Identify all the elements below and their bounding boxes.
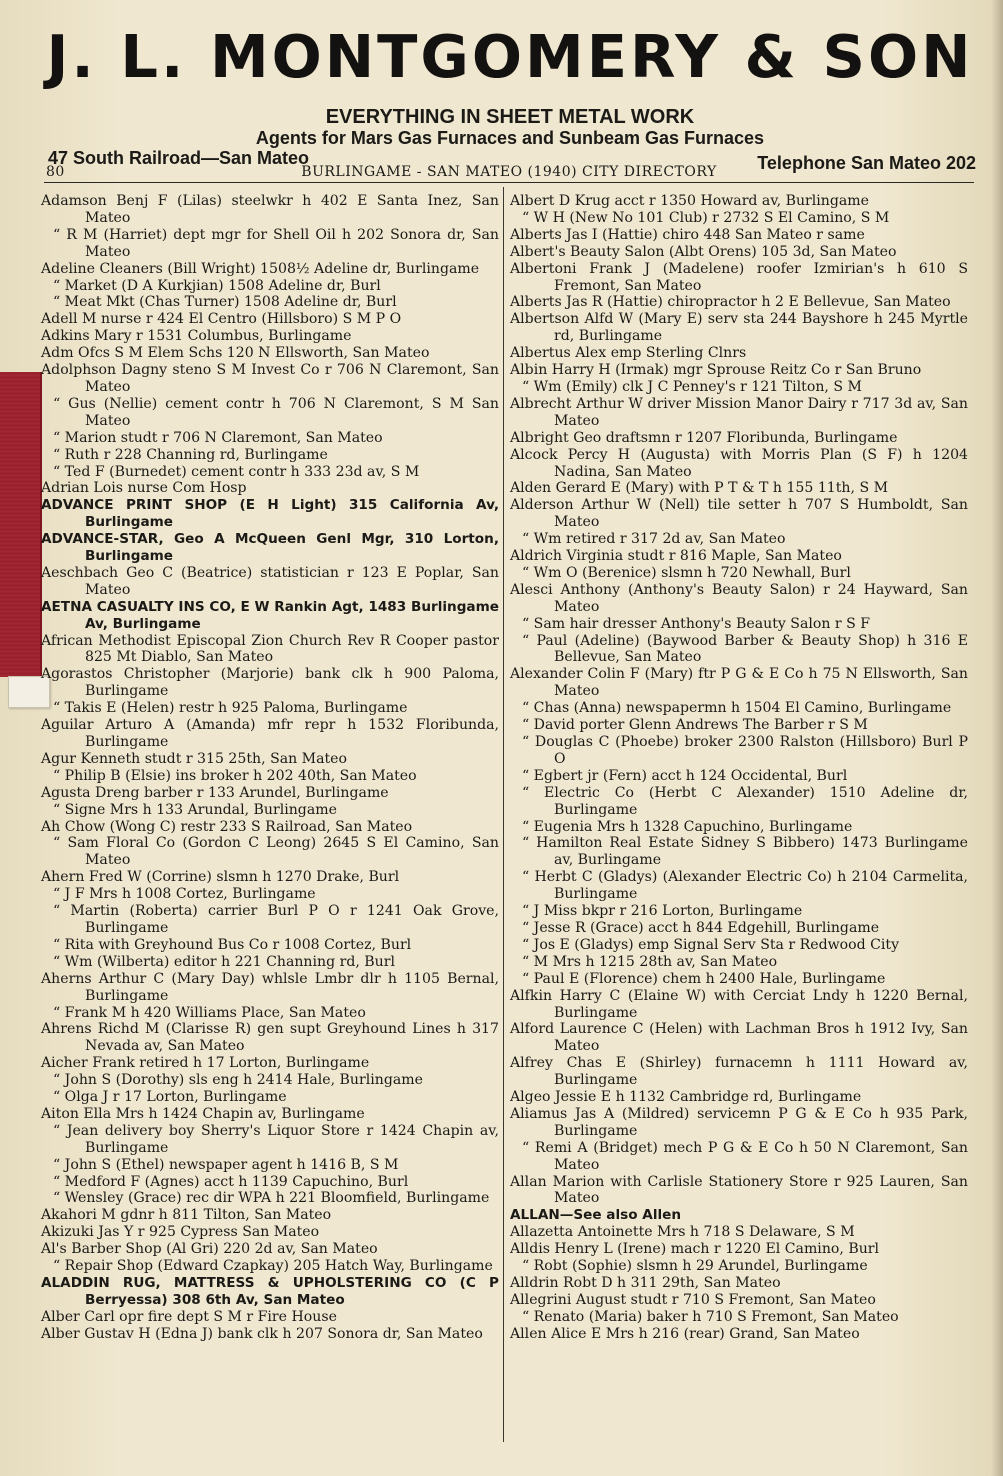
directory-entry: “ Wm retired r 317 2d av, San Mateo xyxy=(522,531,786,548)
directory-entry: Alber Carl opr fire dept S M r Fire House xyxy=(41,1308,337,1325)
column-divider xyxy=(503,187,504,1442)
directory-entry: “ Frank M h 420 Williams Place, San Mateo xyxy=(53,1004,366,1021)
directory-entry: “ Wm (Wilberta) editor h 221 Channing rd, Burl xyxy=(53,953,395,970)
directory-entry: “ Philip B (Elsie) ins broker h 202 40th, San Mateo xyxy=(53,767,417,784)
directory-entry: “ Sam Floral Co (Gordon C Leong) 2645 S El Camino, San Mateo xyxy=(53,835,499,869)
directory-entry: Alden Gerard E (Mary) with P T & T h 155 11th, S M xyxy=(510,480,889,497)
directory-entry: Aeschbach Geo C (Beatrice) statistician r 123 E Poplar, San Mateo xyxy=(41,564,499,598)
directory-entry: Albright Geo draftsmn r 1207 Floribunda, Burlingame xyxy=(510,429,898,446)
page-edge-shadow xyxy=(991,0,1003,1476)
directory-entry: “ Meat Mkt (Chas Turner) 1508 Adeline dr, Burl xyxy=(53,294,397,311)
directory-entry: “ J Miss bkpr r 216 Lorton, Burlingame xyxy=(522,903,803,920)
directory-entry: “ Chas (Anna) newspapermn h 1504 El Camino, Burlingame xyxy=(522,700,952,717)
directory-entry: Adm Ofcs S M Elem Schs 120 N Ellsworth, San Mateo xyxy=(41,345,430,362)
directory-entry: Albertoni Frank J (Madelene) roofer Izmirian's h 610 S Fremont, San Mateo xyxy=(510,260,968,294)
directory-entry: Aguilar Arturo A (Amanda) mfr repr h 1532 Floribunda, Burlingame xyxy=(41,717,499,750)
directory-entry: “ Takis E (Helen) restr h 925 Paloma, Burlingame xyxy=(53,700,408,717)
advertiser-address: 47 South Railroad—San Mateo xyxy=(48,148,310,168)
running-title: BURLINGAME - SAN MATEO (1940) CITY DIRECTORY xyxy=(301,164,717,180)
directory-entry: Albertson Alfd W (Mary E) serv sta 244 Bayshore h 245 Myrtle rd, Burlingame xyxy=(510,311,968,345)
directory-entry: “ J F Mrs h 1008 Cortez, Burlingame xyxy=(53,886,316,903)
directory-entry: ALLAN—See also Allen xyxy=(510,1207,682,1224)
directory-entry: Allen Alice E Mrs h 216 (rear) Grand, San Mateo xyxy=(510,1325,860,1342)
directory-entry: Albin Harry H (Irmak) mgr Sprouse Reitz Co r San Bruno xyxy=(510,362,922,379)
directory-entry: “ Paul (Adeline) (Baywood Barber & Beauty Shop) h 316 E Bellevue, San Mateo xyxy=(522,632,968,666)
directory-entry: Akahori M gdnr h 811 Tilton, San Mateo xyxy=(41,1207,332,1224)
directory-entry: Albrecht Arthur W driver Mission Manor Dairy r 717 3d av, San Mateo xyxy=(510,395,968,429)
directory-entry: “ W H (New No 101 Club) r 2732 S El Camino, S M xyxy=(522,209,890,226)
advertiser-name: J. L. MONTGOMERY & SON xyxy=(46,22,974,91)
directory-entry: “ Paul E (Florence) chem h 2400 Hale, Burlingame xyxy=(522,970,886,987)
directory-entry: Agorastos Christopher (Marjorie) bank clk h 900 Paloma, Burlingame xyxy=(41,666,499,700)
directory-entry: Agur Kenneth studt r 315 25th, San Mateo xyxy=(41,750,348,767)
directory-entry: Adkins Mary r 1531 Columbus, Burlingame xyxy=(41,328,352,345)
directory-entry: Albert's Beauty Salon (Albt Orens) 105 3d, San Mateo xyxy=(510,243,897,260)
directory-entry: ADVANCE-STAR, Geo A McQueen Genl Mgr, 310 Lorton, Burlingame xyxy=(41,531,499,565)
advertiser-phone: Telephone San Mateo 202 xyxy=(757,153,976,173)
directory-entry: Alber Gustav H (Edna J) bank clk h 207 Sonora dr, San Mateo xyxy=(41,1325,483,1342)
directory-entry: “ Sam hair dresser Anthony's Beauty Salon r S F xyxy=(522,615,871,632)
directory-entry: “ Olga J r 17 Lorton, Burlingame xyxy=(53,1089,287,1106)
directory-entry: Adamson Benj F (Lilas) steelwkr h 402 E Santa Inez, San Mateo xyxy=(41,193,499,226)
directory-entry: “ Renato (Maria) baker h 710 S Fremont, San Mateo xyxy=(522,1308,899,1325)
directory-entry: Aherns Arthur C (Mary Day) whlsle Lmbr dlr h 1105 Bernal, Burlingame xyxy=(41,970,499,1004)
directory-entry: Ahrens Richd M (Clarisse R) gen supt Greyhound Lines h 317 Nevada av, San Mateo xyxy=(41,1021,499,1055)
directory-entry: “ Eugenia Mrs h 1328 Capuchino, Burlingame xyxy=(522,818,853,835)
directory-entry: “ Robt (Sophie) slsmn h 29 Arundel, Burlingame xyxy=(522,1258,868,1275)
directory-entry: Akizuki Jas Y r 925 Cypress San Mateo xyxy=(41,1224,320,1241)
directory-entry: Adeline Cleaners (Bill Wright) 1508½ Adeline dr, Burlingame xyxy=(41,260,480,277)
directory-entry: Adolphson Dagny steno S M Invest Co r 706 N Claremont, San Mateo xyxy=(41,362,499,395)
directory-entry: Albertus Alex emp Sterling Clnrs xyxy=(510,345,747,362)
directory-entry: African Methodist Episcopal Zion Church Rev R Cooper pastor 825 Mt Diablo, San Mateo xyxy=(41,632,499,666)
directory-entry: ADVANCE PRINT SHOP (E H Light) 315 California Av, Burlingame xyxy=(41,497,499,531)
directory-entry: “ Herbt C (Gladys) (Alexander Electric Co) h 2104 Carmelita, Burlingame xyxy=(522,869,968,903)
binding-tape xyxy=(0,372,42,677)
directory-entry: “ David porter Glenn Andrews The Barber r S M xyxy=(522,717,868,734)
directory-entry: Aliamus Jas A (Mildred) servicemn P G & E Co h 935 Park, Burlingame xyxy=(510,1105,968,1139)
directory-entry: Ahern Fred W (Corrine) slsmn h 1270 Drake, Burl xyxy=(41,869,400,886)
page-number: 80 xyxy=(46,164,65,180)
directory-entry: Alldis Henry L (Irene) mach r 1220 El Camino, Burl xyxy=(510,1241,880,1258)
directory-entry: Agusta Dreng barber r 133 Arundel, Burlingame xyxy=(41,784,389,801)
right-column xyxy=(510,193,968,1343)
directory-entry: Alesci Anthony (Anthony's Beauty Salon) r 24 Hayward, San Mateo xyxy=(510,581,968,615)
directory-entry: Aldrich Virginia studt r 816 Maple, San Mateo xyxy=(510,548,842,565)
directory-entry: Albert D Krug acct r 1350 Howard av, Burlingame xyxy=(510,193,869,209)
directory-entry: Allan Marion with Carlisle Stationery Store r 925 Lauren, San Mateo xyxy=(510,1173,968,1207)
directory-entry: “ Ted F (Burnedet) cement contr h 333 23d av, S M xyxy=(53,463,420,480)
directory-entry: Aiton Ella Mrs h 1424 Chapin av, Burlingame xyxy=(41,1105,365,1122)
left-column xyxy=(41,193,499,1343)
directory-entry: “ Jean delivery boy Sherry's Liquor Store r 1424 Chapin av, Burlingame xyxy=(53,1122,499,1156)
directory-entry: “ Medford F (Agnes) acct h 1139 Capuchino, Burl xyxy=(53,1173,409,1190)
directory-entry: “ Wensley (Grace) rec dir WPA h 221 Bloomfield, Burlingame xyxy=(53,1190,490,1207)
directory-entry: Alberts Jas R (Hattie) chiropractor h 2 E Bellevue, San Mateo xyxy=(510,294,951,311)
directory-entry: “ Egbert jr (Fern) acct h 124 Occidental, Burl xyxy=(522,767,848,784)
directory-entry: “ Electric Co (Herbt C Alexander) 1510 Adeline dr, Burlingame xyxy=(522,784,968,818)
directory-entry: Alfrey Chas E (Shirley) furnacemn h 1111 Howard av, Burlingame xyxy=(510,1055,968,1089)
directory-entry: Alcock Percy H (Augusta) with Morris Plan (S F) h 1204 Nadina, San Mateo xyxy=(510,446,968,480)
directory-entry: Aicher Frank retired h 17 Lorton, Burlingame xyxy=(41,1055,370,1072)
directory-entry: “ Remi A (Bridget) mech P G & E Co h 50 N Claremont, San Mateo xyxy=(522,1139,968,1173)
directory-entry: Alexander Colin F (Mary) ftr P G & E Co h 75 N Ellsworth, San Mateo xyxy=(510,666,968,700)
directory-entry: AETNA CASUALTY INS CO, E W Rankin Agt, 1483 Burlingame Av, Burlingame xyxy=(41,598,499,632)
directory-entry: Adell M nurse r 424 El Centro (Hillsboro) S M P O xyxy=(41,311,402,328)
directory-entry: Alldrin Robt D h 311 29th, San Mateo xyxy=(510,1275,781,1291)
directory-entry: “ Signe Mrs h 133 Arundal, Burlingame xyxy=(53,801,337,818)
advertiser-tagline: EVERYTHING IN SHEET METAL WORK xyxy=(325,106,695,128)
directory-entry: “ Martin (Roberta) carrier Burl P O r 1241 Oak Grove, Burlingame xyxy=(53,903,499,936)
directory-entry: Adrian Lois nurse Com Hosp xyxy=(41,480,247,497)
directory-entry: “ Wm (Emily) clk J C Penney's r 121 Tilton, S M xyxy=(522,378,862,395)
directory-entry: “ Rita with Greyhound Bus Co r 1008 Cortez, Burl xyxy=(53,936,412,953)
directory-entry: “ John S (Dorothy) sls eng h 2414 Hale, Burlingame xyxy=(53,1072,423,1089)
directory-entry: Ah Chow (Wong C) restr 233 S Railroad, San Mateo xyxy=(41,818,413,835)
directory-entry: “ Jesse R (Grace) acct h 844 Edgehill, Burlingame xyxy=(522,919,880,936)
directory-entry: “ M Mrs h 1215 28th av, San Mateo xyxy=(522,953,778,970)
advertiser-agents-line: Agents for Mars Gas Furnaces and Sunbeam Gas Furnaces xyxy=(255,128,765,148)
directory-entry: “ John S (Ethel) newspaper agent h 1416 B, S M xyxy=(53,1156,399,1173)
directory-entry: Algeo Jessie E h 1132 Cambridge rd, Burlingame xyxy=(510,1089,862,1106)
directory-entry: Allegrini August studt r 710 S Fremont, San Mateo xyxy=(510,1291,876,1308)
directory-entry: “ Hamilton Real Estate Sidney S Bibbero) 1473 Burlingame av, Burlingame xyxy=(522,835,968,869)
directory-entry: “ R M (Harriet) dept mgr for Shell Oil h 202 Sonora dr, San Mateo xyxy=(53,226,499,260)
directory-entry: “ Gus (Nellie) cement contr h 706 N Claremont, S M San Mateo xyxy=(53,395,499,429)
directory-entry: Alford Laurence C (Helen) with Lachman Bros h 1912 Ivy, San Mateo xyxy=(510,1021,968,1055)
directory-entry: “ Ruth r 228 Channing rd, Burlingame xyxy=(53,446,328,463)
directory-entry: Al's Barber Shop (Al Gri) 220 2d av, San Mateo xyxy=(41,1241,378,1258)
directory-entry: “ Douglas C (Phoebe) broker 2300 Ralston (Hillsboro) Burl P O xyxy=(522,734,968,767)
running-head xyxy=(44,162,974,183)
directory-entry: “ Jos E (Gladys) emp Signal Serv Sta r Redwood City xyxy=(522,936,900,953)
directory-entry: ALADDIN RUG, MATTRESS & UPHOLSTERING CO (C P Berryessa) 308 6th Av, San Mateo xyxy=(41,1275,499,1308)
directory-entry: Alderson Arthur W (Nell) tile setter h 707 S Humboldt, San Mateo xyxy=(510,497,968,531)
directory-entry: Alfkin Harry C (Elaine W) with Cerciat Lndy h 1220 Bernal, Burlingame xyxy=(510,987,968,1021)
directory-entry: “ Wm O (Berenice) slsmn h 720 Newhall, Burl xyxy=(522,564,851,581)
directory-entry: Allazetta Antoinette Mrs h 718 S Delaware, S M xyxy=(510,1224,855,1241)
directory-entry: “ Repair Shop (Edward Czapkay) 205 Hatch Way, Burlingame xyxy=(53,1258,493,1275)
directory-entry: “ Marion studt r 706 N Claremont, San Mateo xyxy=(53,429,383,446)
directory-entry: “ Market (D A Kurkjian) 1508 Adeline dr, Burl xyxy=(53,277,381,294)
directory-entry: Alberts Jas I (Hattie) chiro 448 San Mateo r same xyxy=(510,226,865,243)
